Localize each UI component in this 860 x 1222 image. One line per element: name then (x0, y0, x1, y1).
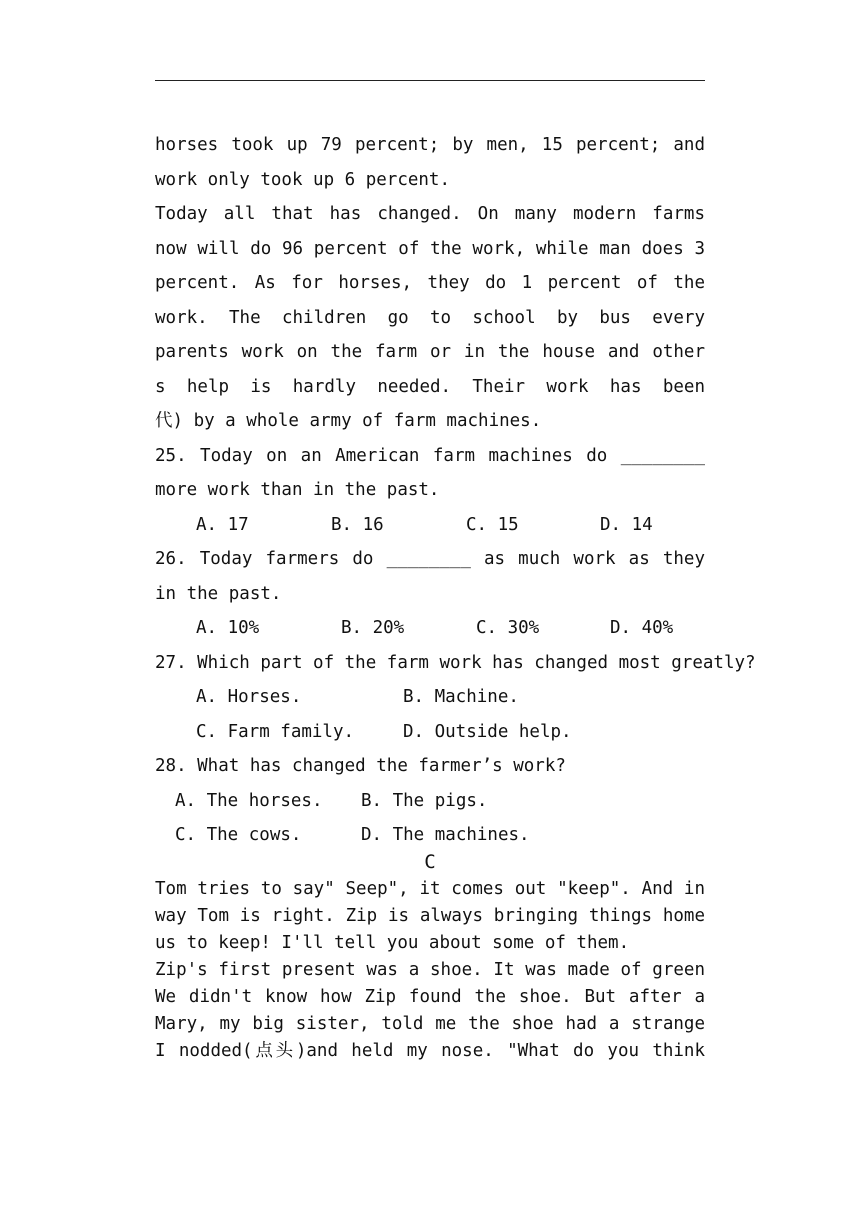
question-28-option-b[interactable]: B. The pigs. (361, 791, 488, 811)
question-28-option-a[interactable]: A. The horses. (175, 791, 323, 811)
question-28-option-d[interactable]: D. The machines. (361, 825, 530, 845)
passage-line: horses took up 79 percent; by men, 15 percent; and (155, 135, 705, 155)
passage-line: us to keep! I'll tell you about some of them. (155, 933, 630, 953)
question-26-stem: 26. Today farmers do ________ as much work as they (155, 549, 705, 569)
header-rule (155, 80, 705, 81)
question-25-option-d[interactable]: D. 14 (600, 515, 653, 535)
passage-line: parents work on the farm or in the house and other (155, 342, 705, 362)
question-28-option-c[interactable]: C. The cows. (175, 825, 302, 845)
passage-line: Zip's first present was a shoe. It was made of green (155, 960, 705, 980)
question-26-stem: in the past. (155, 584, 282, 604)
passage-line: Tom tries to say" Seep", it comes out "keep". And in (155, 879, 705, 899)
question-26-option-d[interactable]: D. 40% (610, 618, 674, 638)
question-25-stem: more work than in the past. (155, 480, 440, 500)
passage-c-heading: C (424, 851, 436, 873)
question-26-option-c[interactable]: C. 30% (476, 618, 540, 638)
passage-line: 代) by a whole army of farm machines. (155, 411, 542, 431)
question-25-option-b[interactable]: B. 16 (331, 515, 384, 535)
passage-line: s help is hardly needed. Their work has been (155, 377, 705, 397)
passage-line: Mary, my big sister, told me the shoe had a strange (155, 1014, 705, 1034)
question-26-option-a[interactable]: A. 10% (196, 618, 260, 638)
passage-line: now will do 96 percent of the work, while man does 3 (155, 239, 705, 259)
passage-line: I nodded(点头)and held my nose. "What do you think (155, 1041, 705, 1061)
passage-line: work only took up 6 percent. (155, 170, 451, 190)
passage-line: percent. As for horses, they do 1 percent of the (155, 273, 705, 293)
question-27-option-c[interactable]: C. Farm family. (196, 722, 355, 742)
question-25-option-c[interactable]: C. 15 (466, 515, 519, 535)
question-28-stem: 28. What has changed the farmer’s work? (155, 756, 566, 776)
passage-line: work. The children go to school by bus every (155, 308, 705, 328)
passage-line: Today all that has changed. On many modern farms (155, 204, 705, 224)
question-27-option-a[interactable]: A. Horses. (196, 687, 302, 707)
passage-line: way Tom is right. Zip is always bringing things home (155, 906, 705, 926)
question-27-option-d[interactable]: D. Outside help. (403, 722, 572, 742)
question-27-option-b[interactable]: B. Machine. (403, 687, 519, 707)
passage-line: We didn't know how Zip found the shoe. But after a (155, 987, 705, 1007)
question-27-stem: 27. Which part of the farm work has changed most greatly? (155, 653, 756, 673)
question-25-option-a[interactable]: A. 17 (196, 515, 249, 535)
question-25-stem: 25. Today on an American farm machines do ________ (155, 446, 705, 466)
question-26-option-b[interactable]: B. 20% (341, 618, 405, 638)
